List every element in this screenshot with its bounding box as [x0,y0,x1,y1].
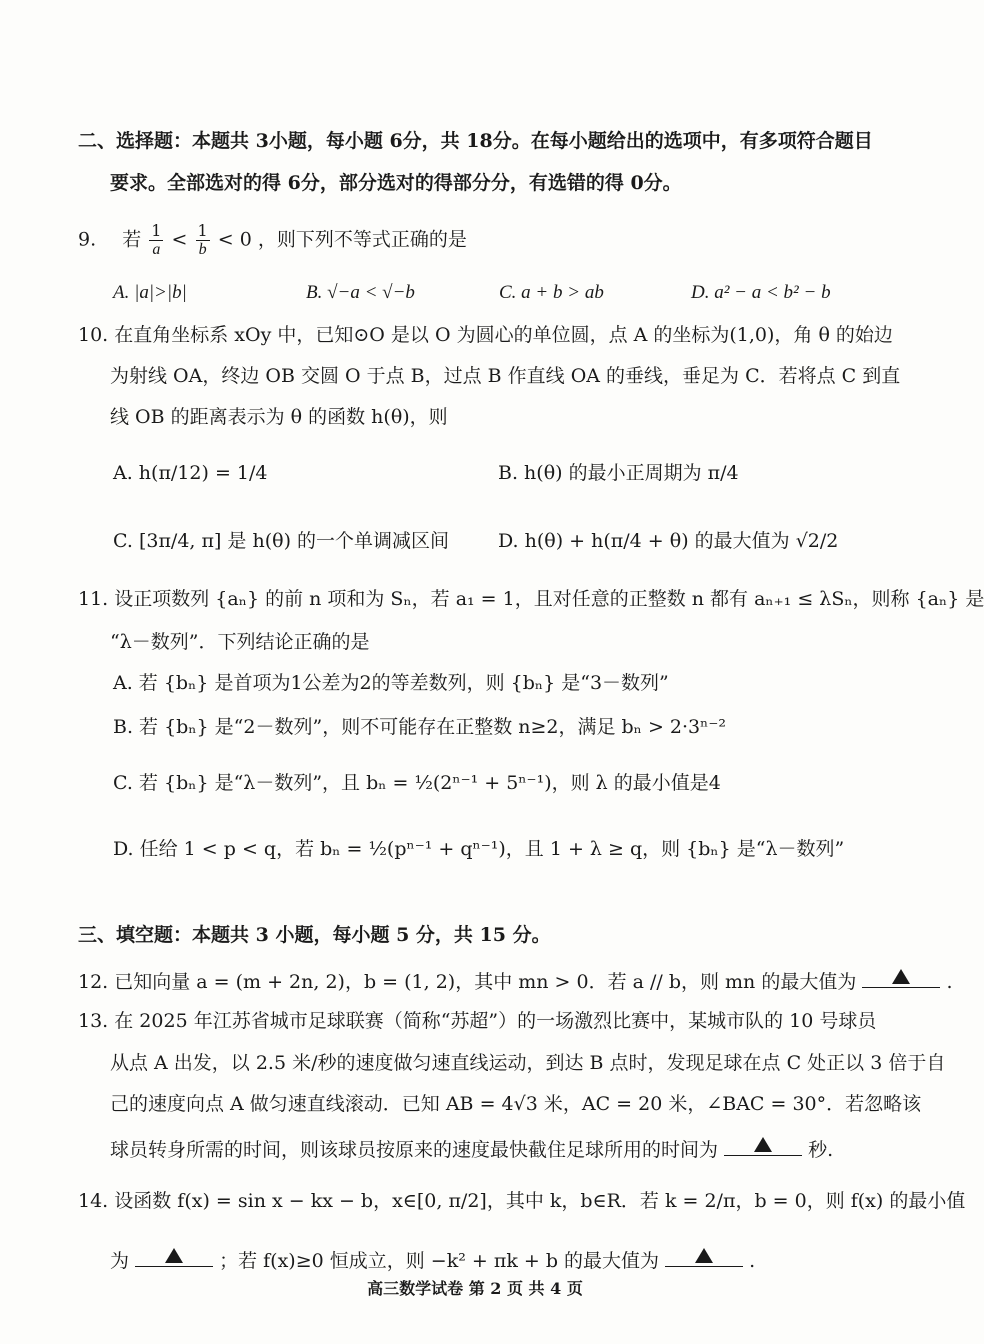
q10-option-c: C. [3π/4, π] 是 h(θ) 的一个单调减区间 [113,530,450,552]
question-13-line1 [78,1008,890,1034]
q9-option-d: D. a² − a < b² − b [691,282,831,303]
q9-option-c: C. a + b > ab [499,282,604,303]
question-10-text1: 在直角坐标系 xOy 中，已知⊙O 是以 O 为圆心的单位圆，点 A 的坐标为(1,0)，角 θ 的始边 [114,324,893,346]
section2-heading-line2: 要求。全部选对的得 6分，部分选对的得部分分，有选错的得 0分。 [110,172,682,194]
question-10-line3: 线 OB 的距离表示为 θ 的函数 h(θ)，则 [110,406,448,428]
question-10-line2: 为射线 OA，终边 OB 交圆 O 于点 B，过点 B 作直线 OA 的垂线，垂足为 C．若将点 C 到直 [110,365,901,387]
q11-option-c: C. 若 {bₙ} 是“λ－数列”，且 bₙ = ½(2ⁿ⁻¹ + 5ⁿ⁻¹)，则 λ 的最小值是4 [113,772,721,794]
question-14-end: . [749,1250,756,1272]
question-9-number: 9. [78,228,97,251]
triangle-icon [754,1137,772,1152]
question-13-text4: 球员转身所需的时间，则该球员按原来的速度最快截住足球所用的时间为 [110,1139,719,1161]
question-13-end: 秒. [808,1139,834,1161]
question-9-stem: 9. 若 $\frac{1}{a}$ < $\frac{1}{b}$ < 0 ，则下列不等式正确的是 [78,221,467,258]
section2-heading-line1: 二、选择题：本题共 3小题，每小题 6分，共 18分。在每小题给出的选项中，有多项符合题目 [78,130,873,152]
question-14-number: 14. [78,1190,109,1212]
page-footer: 高三数学试卷 第 2 页 共 4 页 [367,1279,583,1298]
fraction-1-over-b: $\frac{1}{b}$ [197,221,208,258]
question-12-number: 12. [78,971,109,993]
question-12 [78,965,953,995]
section3-heading: 三、填空题：本题共 3 小题，每小题 5 分，共 15 分。 [78,924,551,946]
q11-option-a: A. 若 {bₙ} 是首项为1公差为2的等差数列，则 {bₙ} 是“3－数列” [113,672,669,694]
question-12-text: 已知向量 a = (m + 2n, 2)，b = (1, 2)，其中 mn > 0．若 a // b，则 mn 的最大值为 [114,971,857,993]
q9-option-a: A. |a|>|b| [113,282,187,303]
answer-blank-q14-2[interactable] [665,1244,743,1267]
question-13-number: 13. [78,1010,109,1032]
question-9-stem-suffix: ，则下列不等式正确的是 [257,228,467,251]
question-11-number: 11. [78,588,109,610]
q10-option-d: D. h(θ) + h(π/4 + θ) 的最大值为 √2/2 [498,530,839,552]
q11-option-b: B. 若 {bₙ} 是“2－数列”，则不可能存在正整数 n≥2，满足 bₙ > 2·3ⁿ⁻² [113,716,726,738]
question-14-line2 [110,1244,890,1274]
q9-option-b: B. √−a < √−b [306,282,415,303]
question-13-line4 [110,1133,890,1163]
question-13-line2: 从点 A 出发，以 2.5 米/秒的速度做匀速直线运动，到达 B 点时，发现足球在点 C 处正以 3 倍于自 [110,1052,946,1074]
question-14-line1 [78,1188,966,1214]
q10-option-a: A. h(π/12) = 1/4 [113,462,268,484]
question-9-stem-prefix: 若 [122,228,142,251]
answer-blank-q12[interactable] [862,965,940,988]
question-10-number: 10. [78,324,109,346]
answer-blank-q13[interactable] [724,1133,802,1156]
fraction-1-over-a: $\frac{1}{a}$ [151,221,162,258]
triangle-icon [165,1248,183,1263]
question-11-line1 [78,586,984,612]
question-13-text1: 在 2025 年江苏省城市足球联赛（简称“苏超”）的一场激烈比赛中，某城市队的 10 号球员 [114,1010,877,1032]
question-14-text2a: 为 [110,1250,130,1272]
question-11-text1: 设正项数列 {aₙ} 的前 n 项和为 Sₙ，若 a₁ = 1，且对任意的正整数 n 都有 aₙ₊₁ ≤ λSₙ，则称 {aₙ} 是 [114,588,984,610]
question-14-text2b: ；若 f(x)≥0 恒成立，则 −k² + πk + b 的最大值为 [219,1250,660,1272]
q10-option-b: B. h(θ) 的最小正周期为 π/4 [498,462,739,484]
answer-blank-q14-1[interactable] [135,1244,213,1267]
question-11-line2: “λ－数列”．下列结论正确的是 [110,631,370,653]
question-13-line3: 己的速度向点 A 做匀速直线滚动．已知 AB = 4√3 米，AC = 20 米，∠BAC = 30°．若忽略该 [110,1093,922,1115]
triangle-icon [695,1248,713,1263]
question-12-end: . [946,971,953,993]
triangle-icon [892,969,910,984]
question-14-text1: 设函数 f(x) = sin x − kx − b，x∈[0, π/2]，其中 k，b∈R．若 k = 2/π，b = 0，则 f(x) 的最小值 [114,1190,966,1212]
question-10-line1 [78,322,893,348]
q11-option-d: D. 任给 1 < p < q，若 bₙ = ½(pⁿ⁻¹ + qⁿ⁻¹)，且 1 + λ ≥ q，则 {bₙ} 是“λ－数列” [113,838,845,860]
